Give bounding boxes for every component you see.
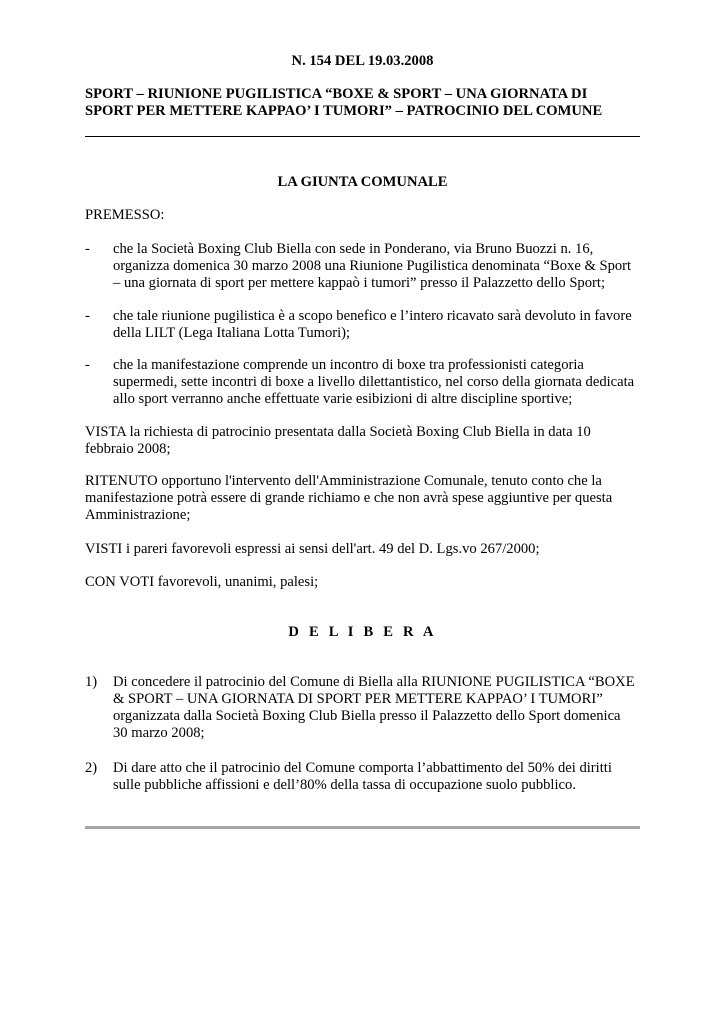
delibera-heading: D E L I B E R A (288, 624, 437, 640)
vista-line: VISTA la richiesta di patrocinio presentata dalla Società Boxing Club Biella in data 10 (85, 424, 591, 440)
resolution-line: Di concedere il patrocinio del Comune di Biella alla RIUNIONE PUGILISTICA “BOXE (113, 674, 635, 690)
resolution-text (113, 674, 640, 742)
premise-item (85, 357, 640, 408)
premise-line: che la manifestazione comprende un incontro di boxe tra professionisti categoria (113, 357, 584, 373)
resolution-line: 30 marzo 2008; (113, 725, 205, 741)
premise-text (113, 357, 640, 408)
header-divider (85, 136, 640, 137)
resolution-number: 2) (85, 760, 98, 776)
resolution-item (85, 674, 640, 742)
vista-paragraph (85, 424, 640, 458)
resolution-text (113, 760, 640, 794)
premise-text (113, 241, 640, 292)
premise-text (113, 308, 640, 342)
resolution-line: organizzata dalla Società Boxing Club Biella presso il Palazzetto dello Sport domenica (113, 708, 621, 724)
premise-line: – una giornata di sport per mettere kappaò i tumori” presso il Palazzetto dello Sport; (113, 275, 605, 291)
council-heading: LA GIUNTA COMUNALE (277, 174, 448, 190)
premise-line: organizza domenica 30 marzo 2008 una Riunione Pugilistica denominata “Boxe & Sport (113, 258, 632, 274)
ritenuto-line: RITENUTO opportuno l'intervento dell'Amministrazione Comunale, tenuto conto che la (85, 473, 602, 489)
document-number: N. 154 DEL 19.03.2008 (291, 53, 434, 69)
resolution-line: Di dare atto che il patrocinio del Comune comporta l’abbattimento del 50% dei diritti (113, 760, 612, 776)
premise-item (85, 241, 640, 292)
premise-line: allo sport verranno anche effettuate varie esibizioni di altre discipline sportive; (113, 391, 573, 407)
subject-line: SPORT PER METTERE KAPPAO’ I TUMORI” – PATROCINIO DEL COMUNE (85, 103, 603, 119)
premise-line: supermedi, sette incontri di boxe a livello dilettantistico, nel corso della giornata dedicata (113, 374, 635, 390)
premise-marker: - (85, 241, 90, 257)
premise-marker: - (85, 357, 90, 373)
premise-line: della LILT (Lega Italiana Lotta Tumori); (113, 325, 351, 341)
premise-marker: - (85, 308, 90, 324)
premise-line: che la Società Boxing Club Biella con sede in Ponderano, via Bruno Buozzi n. 16, (113, 241, 594, 257)
ritenuto-line: Amministrazione; (85, 507, 191, 523)
con-voti-paragraph: CON VOTI favorevoli, unanimi, palesi; (85, 574, 319, 590)
premise-line: che tale riunione pugilistica è a scopo benefico e l’intero ricavato sarà devoluto in favore (113, 308, 632, 324)
resolution-number: 1) (85, 674, 98, 690)
premise-item (85, 308, 640, 342)
document-subject (85, 86, 640, 120)
visti-paragraph: VISTI i pareri favorevoli espressi ai sensi dell'art. 49 del D. Lgs.vo 267/2000; (85, 541, 540, 557)
resolution-line: & SPORT – UNA GIORNATA DI SPORT PER METTERE KAPPAO’ I TUMORI” (113, 691, 603, 707)
premesso-label: PREMESSO: (85, 207, 165, 223)
vista-line: febbraio 2008; (85, 441, 171, 457)
footer-divider (85, 826, 640, 829)
ritenuto-paragraph (85, 473, 640, 524)
ritenuto-line: manifestazione potrà essere di grande richiamo e che non avrà spese aggiuntive per questa (85, 490, 613, 506)
resolution-line: sulle pubbliche affissioni e dell’80% della tassa di occupazione suolo pubblico. (113, 777, 576, 793)
subject-line: SPORT – RIUNIONE PUGILISTICA “BOXE & SPORT – UNA GIORNATA DI (85, 86, 588, 102)
resolution-item (85, 760, 640, 794)
